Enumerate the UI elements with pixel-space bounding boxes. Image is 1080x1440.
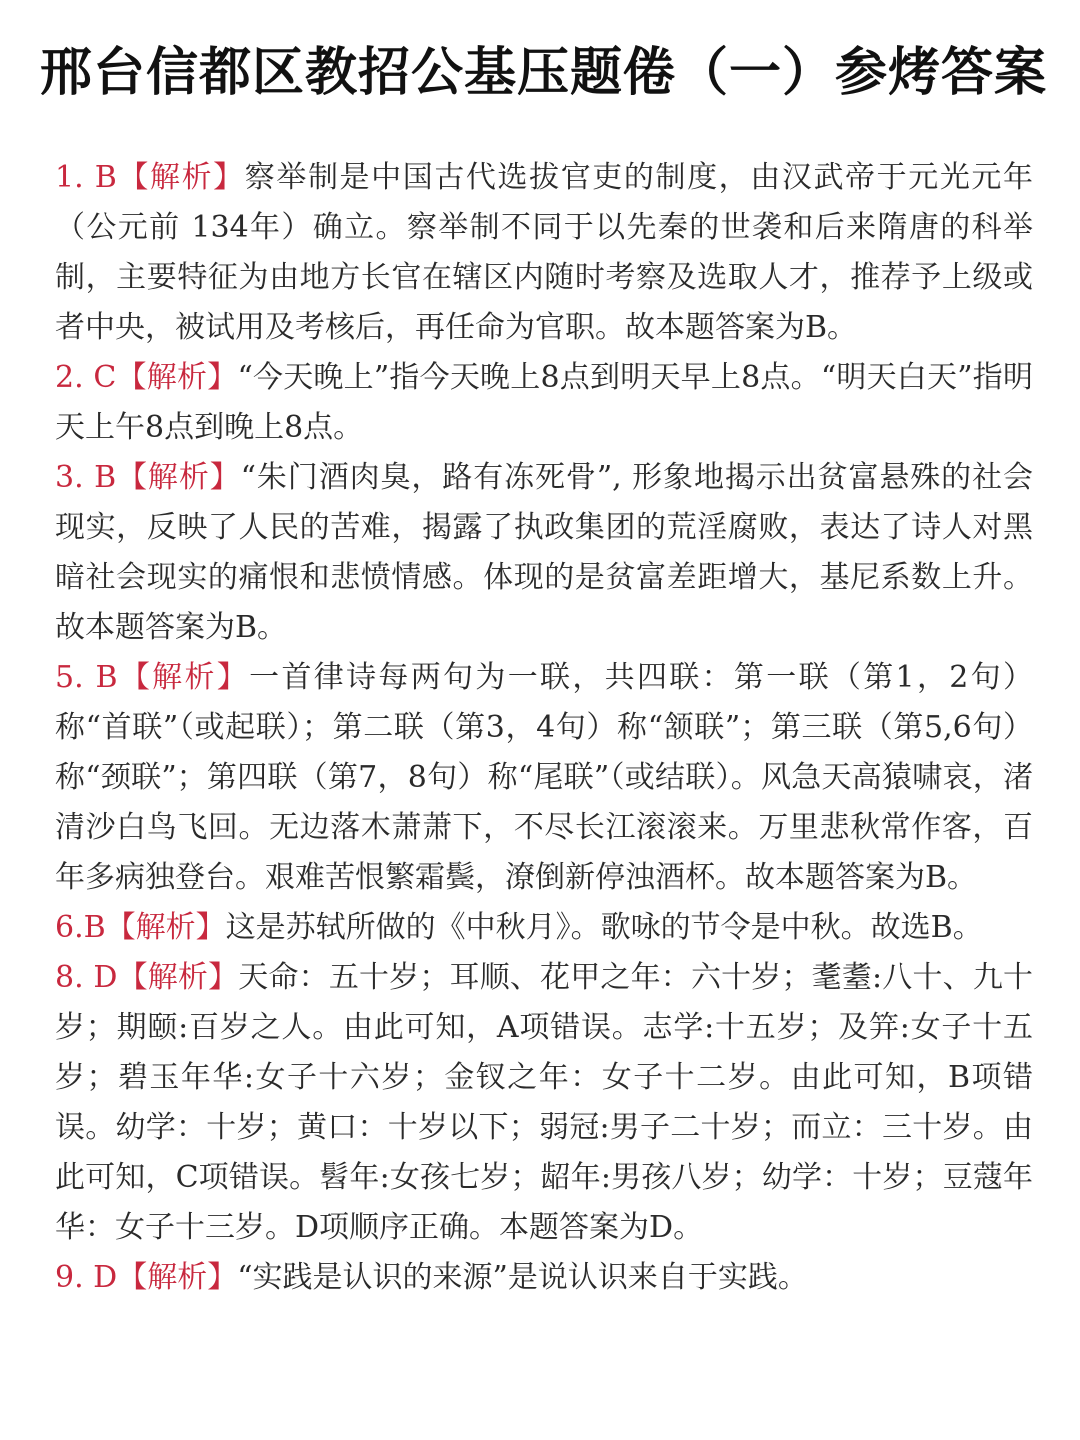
analysis-tag: 【解析】 bbox=[116, 160, 245, 195]
analysis-text: “实践是认识的来源”是说认识来自于实践。 bbox=[237, 1260, 808, 1295]
answer-item-1 bbox=[55, 153, 1033, 353]
answer-item-3 bbox=[55, 453, 1033, 653]
analysis-text: 天命：五十岁；耳顺、花甲之年：六十岁；耄耋:八十、九十岁；期颐:百岁之人。由此可知，A项错误。志学:十五岁；及笄:女子十五岁；碧玉年华:女子十六岁；金钗之年：女子十二岁。由此可知，B项错误。幼学：十岁；黄口：十岁以下；弱冠:男子二十岁；而立：三十岁。由此可知，C项错误。髫年:女孩七岁；龆年:男孩八岁；幼学：十岁；豆蔻年华：女子十三岁。D项顺序正确。本题答案为D。 bbox=[55, 960, 1033, 1245]
answer-item-2 bbox=[55, 353, 1033, 453]
answer-number: 3. B bbox=[55, 460, 117, 495]
answer-number: 8. D bbox=[55, 960, 118, 995]
analysis-text: “朱门酒肉臭，路有冻死骨”, 形象地揭示出贫富悬殊的社会现实，反映了人民的苦难，揭露了执政集团的荒淫腐败，表达了诗人对黑暗社会现实的痛恨和悲愤情感。体现的是贫富差距增大，基尼系数上升。故本题答案为B。 bbox=[55, 460, 1033, 645]
analysis-tag: 【解析】 bbox=[116, 360, 238, 395]
page-title: 邢台信都区教招公基压题倦（一）参烤答案 bbox=[40, 42, 1048, 103]
answer-item-5 bbox=[55, 653, 1033, 903]
analysis-tag: 【解析】 bbox=[117, 960, 239, 995]
answer-number: 9. D bbox=[55, 1260, 118, 1295]
analysis-text: 这是苏轼所做的《中秋月》。歌咏的节令是中秋。故选B。 bbox=[225, 910, 983, 945]
analysis-tag: 【解析】 bbox=[117, 1260, 238, 1295]
analysis-text: 一首律诗每两句为一联，共四联：第一联（第1，2句）称“首联”（或起联）；第二联（第3，4句）称“颔联”；第三联（第5,6句）称“颈联”；第四联（第7，8句）称“尾联”（或结联）。风急天高猿啸哀，渚清沙白鸟飞回。无边落木萧萧下，不尽长江滚滚来。万里悲秋常作客，百年多病独登台。艰难苦恨繁霜鬓，潦倒新停浊酒杯。故本题答案为B。 bbox=[55, 660, 1033, 895]
answer-number: 1. B bbox=[55, 160, 117, 195]
answer-number: 2. C bbox=[55, 360, 117, 395]
analysis-tag: 【解析】 bbox=[117, 660, 250, 695]
answer-number: 6.B bbox=[55, 910, 106, 945]
answer-item-6 bbox=[55, 903, 1033, 953]
answer-list bbox=[55, 153, 1033, 1303]
analysis-tag: 【解析】 bbox=[116, 460, 241, 495]
answer-number: 5. B bbox=[55, 660, 118, 695]
answer-item-8 bbox=[55, 953, 1033, 1253]
analysis-text: “今天晚上”指今天晚上8点到明天早上8点。“明天白天”指明天上午8点到晚上8点。 bbox=[55, 360, 1034, 445]
analysis-text: 察举制是中国古代选拔官吏的制度，由汉武帝于元光元年（公元前 134年）确立。察举制不同于以先秦的世袭和后来隋唐的科举制，主要特征为由地方长官在辖区内随时考察及选取人才，推荐予上级或者中央，被试用及考核后，再任命为官职。故本题答案为B。 bbox=[55, 160, 1034, 345]
answer-item-9 bbox=[55, 1253, 1033, 1303]
analysis-tag: 【解析】 bbox=[105, 910, 226, 945]
